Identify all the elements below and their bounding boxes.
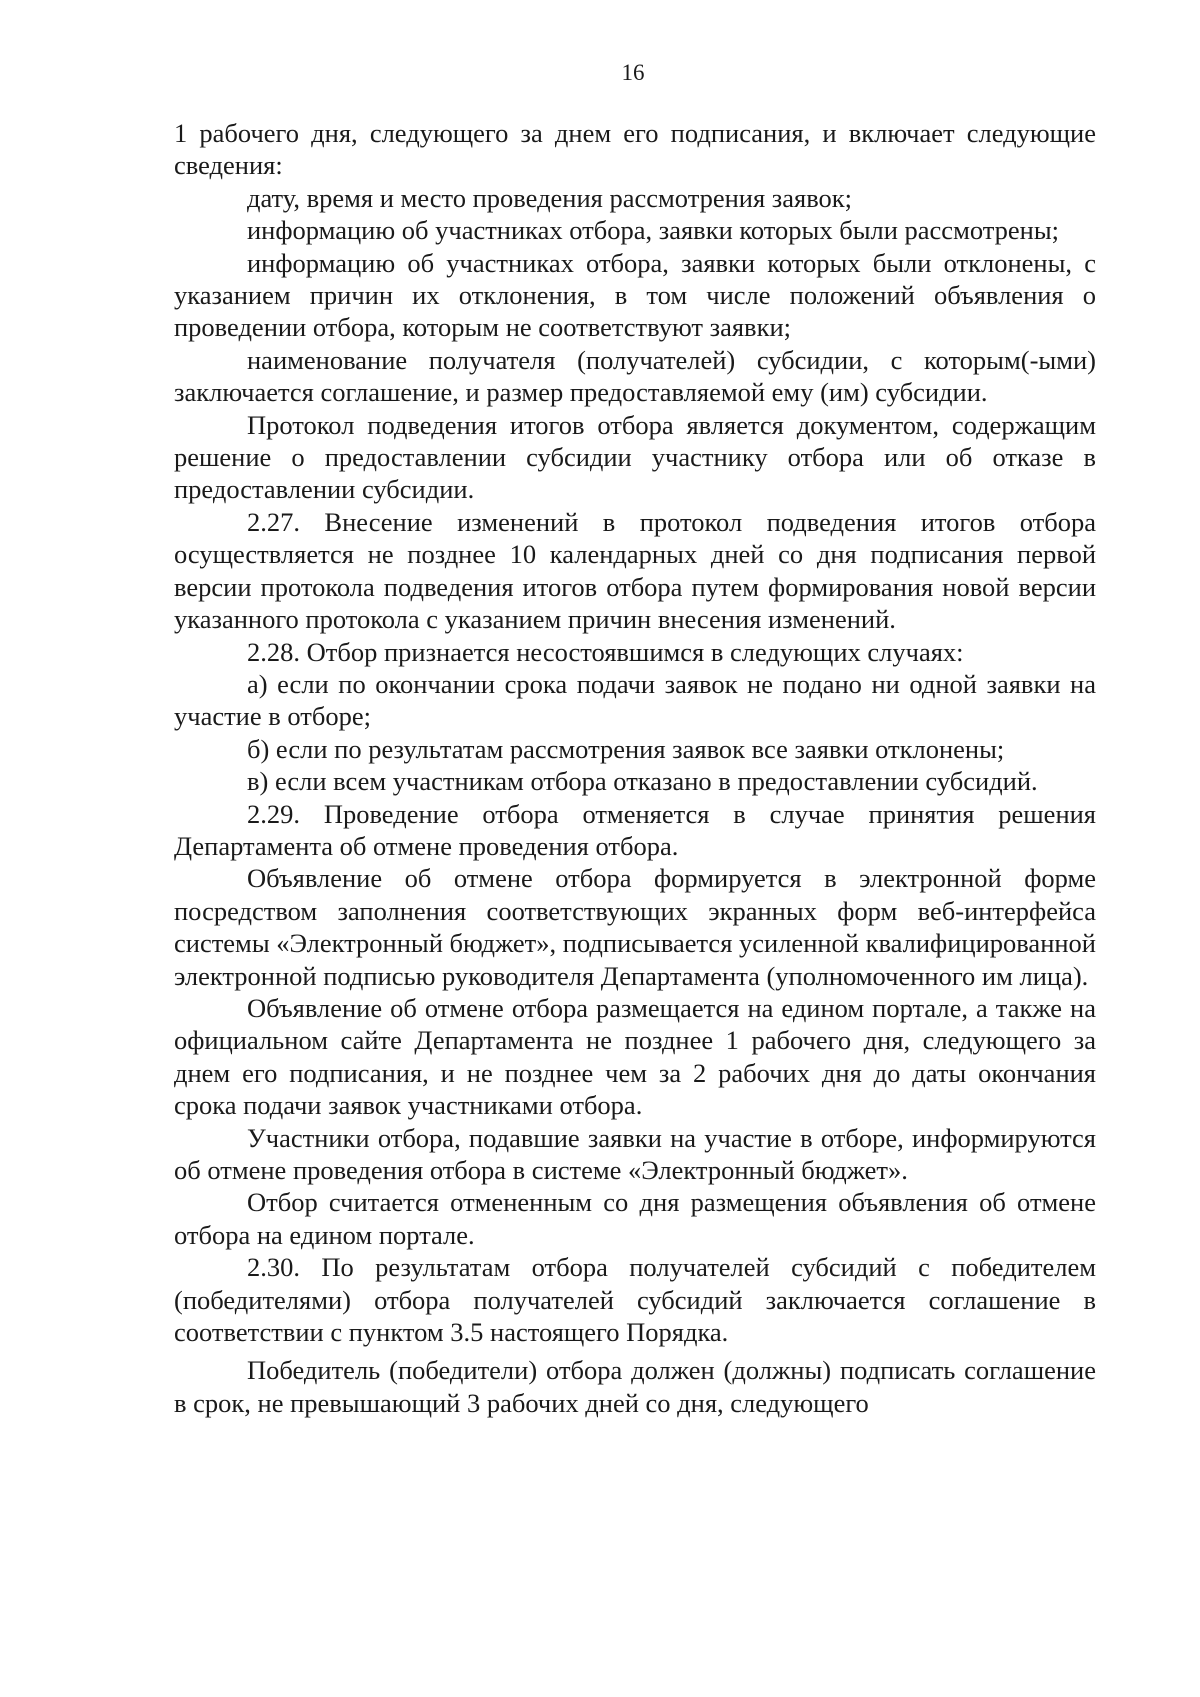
paragraph: Объявление об отмене отбора формируется в электронной форме посредством заполнения соответствующих экранных форм веб-интерфейса системы «Электронный бюджет», подписывается усиленной квалифицированной электронной подписью руководителя Департамента (уполномоченного им лица). (174, 863, 1096, 991)
paragraph: Отбор считается отмененным со дня размещения объявления об отмене отбора на едином портале. (174, 1187, 1096, 1250)
paragraph: 2.29. Проведение отбора отменяется в случае принятия решения Департамента об отмене проведения отбора. (174, 798, 1096, 861)
page-number: 16 (621, 60, 645, 85)
paragraph: Победитель (победители) отбора должен (должны) подписать соглашение в срок, не превышающий 3 рабочих дней со дня, следующего (174, 1355, 1096, 1418)
paragraph: 2.28. Отбор признается несостоявшимся в следующих случаях: (247, 636, 964, 667)
paragraph: а) если по окончании срока подачи заявок не подано ни одной заявки на участие в отборе; (174, 668, 1096, 732)
paragraph: Протокол подведения итогов отбора является документом, содержащим решение о предоставлении субсидии участнику отбора или об отказе в предоставлении субсидии. (174, 409, 1096, 505)
paragraph: наименование получателя (получателей) субсидии, с которым(-ыми) заключается соглашение, и размер предоставляемой ему (им) субсидии. (174, 344, 1096, 408)
document-body (174, 117, 1096, 1419)
paragraph: в) если всем участникам отбора отказано в предоставлении субсидий. (247, 766, 1038, 797)
paragraph: информацию об участниках отбора, заявки которых были рассмотрены; (247, 215, 1060, 246)
paragraph: 2.30. По результатам отбора получателей субсидий с победителем (победителями) отбора получателей субсидий заключается соглашение в соответствии с пунктом 3.5 настоящего Порядка. (174, 1252, 1096, 1348)
paragraph: Объявление об отмене отбора размещается на едином портале, а также на официальном сайте Департамента не позднее 1 рабочего дня, следующего за днем его подписания, и не позднее чем за 2 рабочих дня до даты окончания срока подачи заявок участниками отбора. (174, 992, 1096, 1121)
paragraph: б) если по результатам рассмотрения заявок все заявки отклонены; (247, 733, 1005, 764)
paragraph: информацию об участниках отбора, заявки которых были отклонены, с указанием причин их отклонения, в том числе положений объявления о проведении отбора, которым не соответствуют заявки; (174, 247, 1096, 343)
paragraph: дату, время и место проведения рассмотрения заявок; (247, 182, 853, 213)
paragraph: Участники отбора, подавшие заявки на участие в отборе, информируются об отмене проведения отбора в системе «Электронный бюджет». (174, 1122, 1096, 1185)
paragraph: 1 рабочего дня, следующего за днем его подписания, и включает следующие сведения: (174, 118, 1096, 181)
paragraph: 2.27. Внесение изменений в протокол подведения итогов отбора осуществляется не позднее 10 календарных дней со дня подписания первой версии протокола подведения итогов отбора путем формирования новой версии указанного протокола с указанием причин внесения изменений. (174, 506, 1096, 635)
